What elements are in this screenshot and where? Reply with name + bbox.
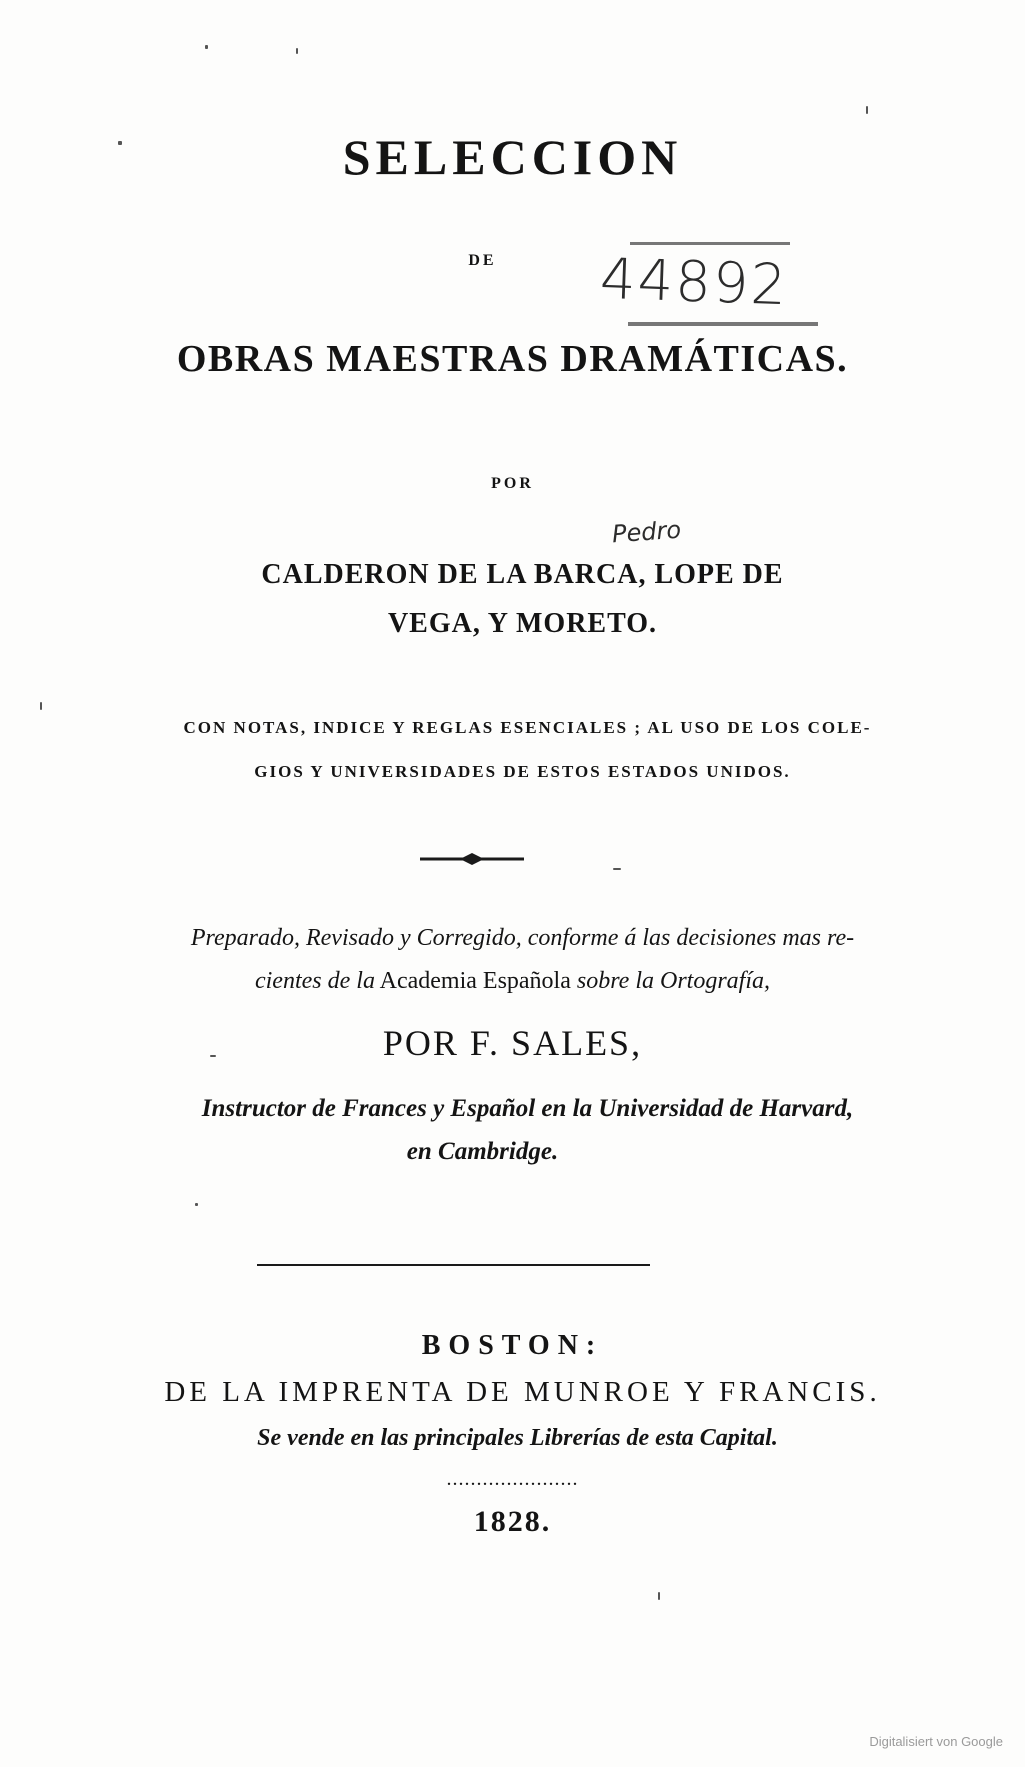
instructor-line-2: en Cambridge.: [406, 1138, 559, 1165]
ornament-divider: [420, 850, 524, 868]
scan-speck: [296, 48, 298, 54]
imprint-city: BOSTON:: [421, 1330, 604, 1361]
dotted-divider: ......................: [446, 1468, 579, 1490]
instructor-line-1: Instructor de Frances y Español en la Universidad de Harvard,: [201, 1095, 854, 1122]
scan-speck: [195, 1203, 198, 1206]
handwritten-name: Pedro: [611, 515, 682, 549]
scan-speck: [40, 702, 42, 710]
publication-year: 1828.: [473, 1505, 552, 1538]
prepared-line-2a: cientes de la: [254, 968, 375, 994]
handwritten-underline: [630, 242, 790, 245]
handwritten-underline: [628, 322, 818, 326]
google-watermark: Digitalisiert von Google: [869, 1734, 1003, 1749]
scan-speck: [118, 141, 122, 145]
connector-por: POR: [491, 475, 534, 492]
imprint-sold: Se vende en las principales Librerías de esta Capital.: [257, 1425, 778, 1451]
scan-speck: [210, 1055, 216, 1057]
authors-line-2: VEGA, Y MORETO.: [387, 608, 658, 639]
notes-line-2: GIOS Y UNIVERSIDADES DE ESTOS ESTADOS UNIDOS.: [254, 762, 791, 781]
authors-line-1: CALDERON DE LA BARCA, LOPE DE: [261, 559, 784, 590]
handwritten-call-number: 44892: [598, 246, 790, 319]
notes-line-1: CON NOTAS, INDICE Y REGLAS ESENCIALES ; AL USO DE LOS COLE-: [183, 718, 872, 737]
book-subtitle: OBRAS MAESTRAS DRAMÁTICAS.: [176, 338, 849, 380]
connector-de: DE: [468, 252, 497, 269]
scan-speck: [205, 45, 208, 49]
prepared-line-2: [0, 968, 1025, 995]
prepared-line-2c: sobre la Ortografía,: [576, 968, 770, 994]
academy-name: Academia Española: [379, 968, 571, 994]
scan-speck: [658, 1592, 660, 1600]
imprint-printer: DE LA IMPRENTA DE MUNROE Y FRANCIS.: [164, 1376, 881, 1408]
scan-speck: [613, 868, 621, 870]
scan-speck: [866, 106, 868, 114]
horizontal-rule: [257, 1264, 650, 1266]
prepared-line-1: Preparado, Revisado y Corregido, conforme á las decisiones mas re-: [190, 925, 855, 951]
editor-name: POR F. SALES,: [382, 1023, 643, 1063]
book-title: SELECCION: [342, 129, 683, 185]
